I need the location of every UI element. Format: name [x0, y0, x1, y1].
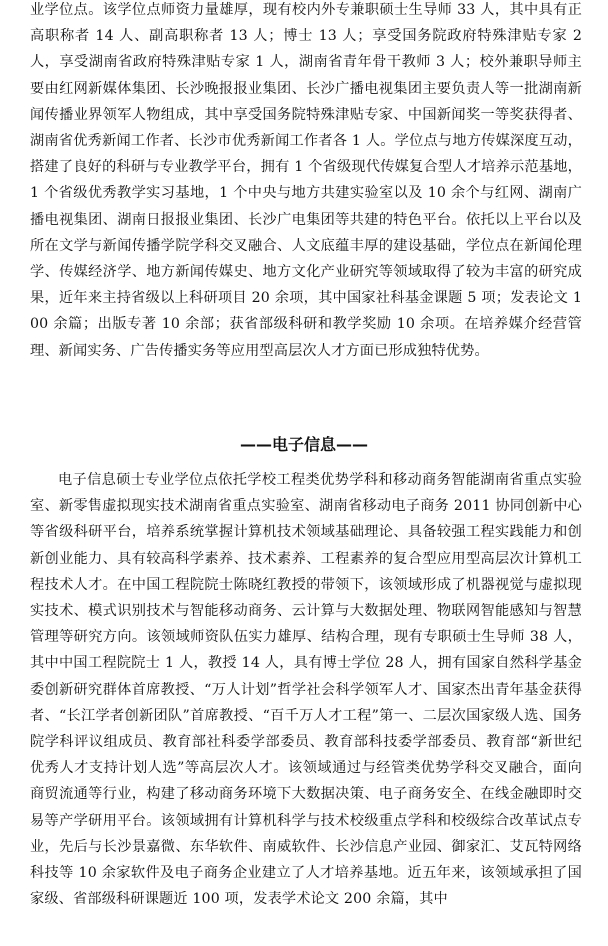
body-paragraph-journalism: 业学位点。该学位点师资力量雄厚，现有校内外专兼职硕士生导师 33 人，其中具有正高职称者 14 人、副高职称者 13 人；博士 13 人；享受国务院政府特殊津贴专家 2 人，享受湖南省政府特殊津贴专家 1 人，湖南省青年骨干教师 3 人；校外兼职导师主要由红网新媒体集团、长沙晚报报业集团、长沙广播电视集团主要负责人等一批湖南新闻传播业界领军人物组成，其中享受国务院特殊津贴专家、中国新闻奖一等奖获得者、湖南省优秀新闻工作者、长沙市优秀新闻工作者各 1 人。学位点与地方传媒深度互动，搭建了良好的科研与专业教学平台，拥有 1 个省级现代传媒复合型人才培养示范基地，1 个省级优秀教学实习基地，1 个中央与地方共建实验室以及 10 余个与红网、湖南广播电视集团、湖南日报报业集团、长沙广电集团等共建的特色平台。依托以上平台以及所在文学与新闻传播学院学科交叉融合、人文底蕴丰厚的建设基础，学位点在新闻伦理学、传媒经济学、地方新闻传媒史、地方文化产业研究等领域取得了较为丰富的研究成果，近年来主持省级以上科研项目 20 余项，其中国家社科基金课题 5 项；发表论文 100 余篇；出版专著 10 余部；获省部级科研和教学奖励 10 余项。在培养媒介经营管理、新闻实务、广告传播实务等应用型高层次人才方面已形成独特优势。: [30, 2, 582, 359]
section-heading-electronic-information: ——电子信息——: [239, 435, 368, 454]
body-paragraph-electronic-information: 电子信息硕士专业学位点依托学校工程类优势学科和移动商务智能湖南省重点实验室、新零售虚拟现实技术湖南省重点实验室、湖南省移动电子商务 2011 协同创新中心等省级科研平台，培养系统掌握计算机技术领域基础理论、具备较强工程实践能力和创新创业能力、具有较高科学素养、技术素养、工程素养的复合型应用型高层次计算机工程技术人才。在中国工程院院士陈晓红教授的带领下，该领域形成了机器视觉与虚拟现实技术、模式识别技术与智能移动商务、云计算与大数据处理、物联网智能感知与智慧管理等研究方向。该领域师资队伍实力雄厚、结构合理，现有专职硕士生导师 38 人，其中中国工程院院士 1 人，教授 14 人，具有博士学位 28 人，拥有国家自然科学基金委创新研究群体首席教授、“万人计划”哲学社会科学领军人才、国家杰出青年基金获得者、“长江学者创新团队”首席教授、“百千万人才工程”第一、二层次国家级人选、国务院学科评议组成员、教育部社科委学部委员、教育部科技委学部委员、教育部“新世纪优秀人才支持计划人选”等高层次人才。该领域通过与经管类优势学科交叉融合，面向商贸流通等行业，构建了移动商务环境下大数据决策、电子商务安全、在线金融即时交易等产学研用平台。该领域拥有计算机科学与技术校级重点学科和校级综合改革试点专业，先后与长沙景嘉微、东华软件、南威软件、长沙信息产业园、御家汇、艾瓦特网络科技等 10 余家软件及电子商务企业建立了人才培养基地。近五年来，该领域承担了国家级、省部级科研课题近 100 项，发表学术论文 200 余篇，其中: [30, 472, 582, 908]
